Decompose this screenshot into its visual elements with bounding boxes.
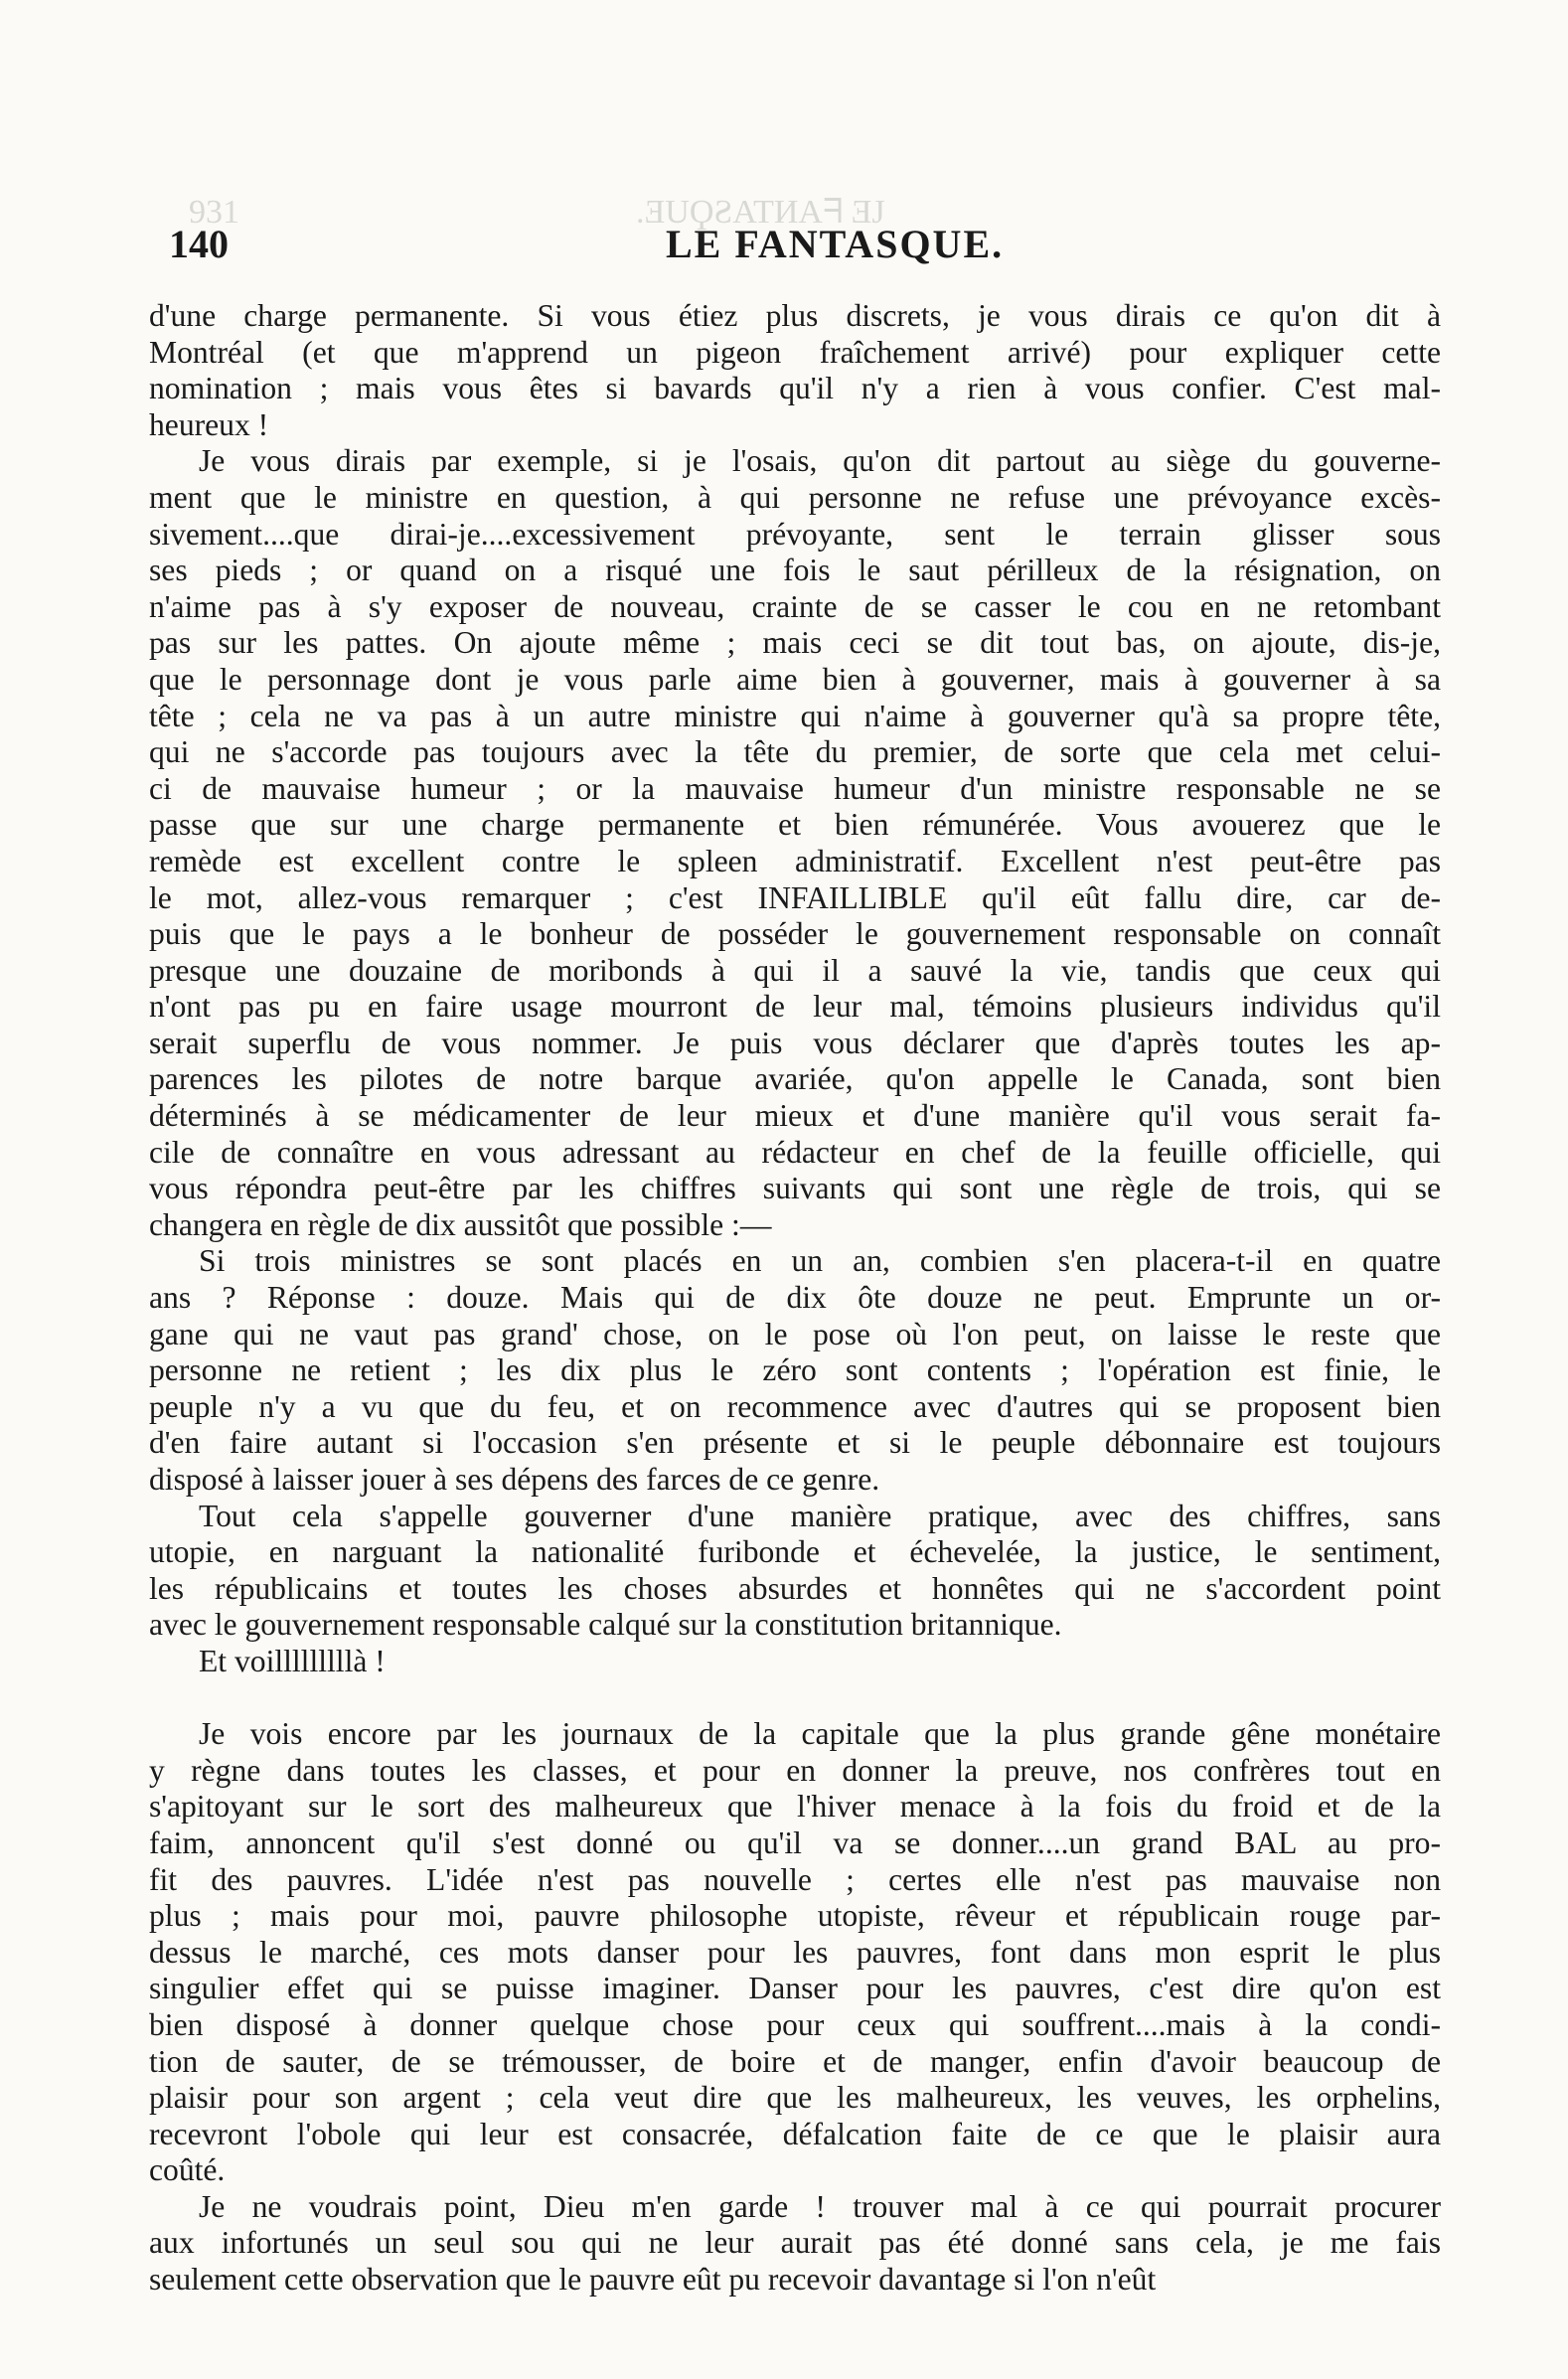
text-line: Et voilllllllllà ! — [199, 1643, 386, 1678]
text-line: passe que sur une charge permanente et bien rémunérée. Vous avouerez que le — [149, 807, 1441, 843]
text-line: s'apitoyant sur le sort des malheureux que l'hiver menace à la fois du froid et de la — [149, 1789, 1441, 1824]
text-line: Je ne voudrais point, Dieu m'en garde ! trouver mal à ce qui pourrait procurer — [199, 2188, 1441, 2224]
text-line: tête ; cela ne va pas à un autre ministre qui n'aime à gouverner qu'à sa propre tête, — [149, 698, 1441, 733]
text-line: ci de mauvaise humeur ; or la mauvaise humeur d'un ministre responsable ne se — [149, 770, 1441, 806]
text-line: d'une charge permanente. Si vous étiez plus discrets, je vous dirais ce qu'on dit à — [149, 298, 1441, 333]
text-line: puis que le pays a le bonheur de posséder le gouvernement responsable on connaît — [149, 916, 1441, 952]
text-line: bien disposé à donner quelque chose pour ceux qui souffrent....mais à la condi- — [149, 2006, 1441, 2042]
paragraph — [149, 1716, 1441, 2189]
text-line: les républicains et toutes les choses absurdes et honnêtes qui ne s'accordent point — [149, 1570, 1441, 1606]
paragraph — [149, 443, 1441, 1243]
text-line: seulement cette observation que le pauvre eût pu recevoir davantage si l'on n'eût — [149, 2262, 1157, 2298]
text-line: tion de sauter, de se trémousser, de boire et de manger, enfin d'avoir beaucoup de — [149, 2043, 1441, 2079]
text-line: le mot, allez-vous remarquer ; c'est INFAILLIBLE qu'il eût fallu dire, car de- — [149, 879, 1441, 915]
paragraph — [149, 2189, 1441, 2299]
text-line: plaisir pour son argent ; cela veut dire que les malheureux, les veuves, les orphelins, — [149, 2080, 1441, 2116]
page-number: 140 — [169, 222, 229, 266]
text-line: gane qui ne vaut pas grand' chose, on le pose où l'on peut, on laisse le reste que — [149, 1316, 1441, 1351]
text-line: n'aime pas à s'y exposer de nouveau, crainte de se casser le cou en ne retombant — [149, 588, 1441, 624]
text-line: presque une douzaine de moribonds à qui il a sauvé la vie, tandis que ceux qui — [149, 952, 1441, 988]
text-line: coûté. — [149, 2152, 226, 2188]
text-line: faim, annoncent qu'il s'est donné ou qu'il va se donner....un grand BAL au pro- — [149, 1824, 1441, 1860]
text-line: utopie, en narguant la nationalité furibonde et échevelée, la justice, le sentiment, — [149, 1534, 1441, 1570]
text-line: plus ; mais pour moi, pauvre philosophe utopiste, rêveur et républicain rouge par- — [149, 1898, 1441, 1934]
text-line: qui ne s'accorde pas toujours avec la tête du premier, de sorte que cela met celui- — [149, 734, 1441, 770]
body-text — [149, 298, 1441, 2299]
paragraph — [149, 1243, 1441, 1498]
text-line: déterminés à se médicamenter de leur mieux et d'une manière qu'il vous serait fa- — [149, 1098, 1441, 1134]
text-line: ans ? Réponse : douze. Mais qui de dix ôte douze ne peut. Emprunte un or- — [149, 1280, 1441, 1316]
text-line: Montréal (et que m'apprend un pigeon fraîchement arrivé) pour expliquer cette — [149, 334, 1441, 370]
text-line: n'ont pas pu en faire usage mourront de leur mal, témoins plusieurs individus qu'il — [149, 989, 1441, 1025]
text-line: changera en règle de dix aussitôt que possible :— — [149, 1206, 772, 1242]
text-line: Tout cela s'appelle gouverner d'une manière pratique, avec des chiffres, sans — [199, 1498, 1441, 1533]
page-header — [169, 221, 1431, 270]
text-line: y règne dans toutes les classes, et pour en donner la preuve, nos confrères tout en — [149, 1752, 1441, 1788]
text-line: cile de connaître en vous adressant au rédacteur en chef de la feuille officielle, qui — [149, 1134, 1441, 1170]
text-line: recevront l'obole qui leur est consacrée, défalcation faite de ce que le plaisir aura — [149, 2116, 1441, 2151]
text-line: nomination ; mais vous êtes si bavards qu'il n'y a rien à vous confier. C'est mal- — [149, 371, 1441, 406]
paragraph — [149, 1644, 1441, 1680]
text-line: remède est excellent contre le spleen administratif. Excellent n'est peut-être pas — [149, 843, 1441, 878]
text-line: aux infortunés un seul sou qui ne leur aurait pas été donné sans cela, je me fais — [149, 2225, 1441, 2261]
text-line: disposé à laisser jouer à ses dépens des farces de ce genre. — [149, 1462, 880, 1497]
text-line: pas sur les pattes. On ajoute même ; mais ceci se dit tout bas, on ajoute, dis-je, — [149, 625, 1441, 661]
text-line: serait superflu de vous nommer. Je puis vous déclarer que d'après toutes les ap- — [149, 1025, 1441, 1060]
paragraph — [149, 298, 1441, 443]
paragraph — [149, 1499, 1441, 1644]
text-line: peuple n'y a vu que du feu, et on recommence avec d'autres qui se proposent bien — [149, 1388, 1441, 1424]
text-line: singulier effet qui se puisse imaginer. Danser pour les pauvres, c'est dire qu'on est — [149, 1971, 1441, 2006]
text-line: fit des pauvres. L'idée n'est pas nouvelle ; certes elle n'est pas mauvaise non — [149, 1861, 1441, 1897]
text-line: ses pieds ; or quand on a risqué une fois le saut périlleux de la résignation, on — [149, 553, 1441, 588]
text-line: personne ne retient ; les dix plus le zéro sont contents ; l'opération est finie, le — [149, 1352, 1441, 1388]
paragraph-gap — [149, 1680, 1441, 1717]
text-line: sivement....que dirai-je....excessivement prévoyante, sent le terrain glisser sous — [149, 516, 1441, 552]
text-line: ment que le ministre en question, à qui personne ne refuse une prévoyance excès- — [149, 479, 1441, 515]
text-line: Je vois encore par les journaux de la capitale que la plus grande gêne monétaire — [199, 1716, 1441, 1752]
text-line: Je vous dirais par exemple, si je l'osais, qu'on dit partout au siège du gouverne- — [199, 443, 1441, 479]
running-title: LE FANTASQUE. — [666, 222, 1005, 266]
text-line: d'en faire autant si l'occasion s'en présente et si le peuple débonnaire est toujours — [149, 1425, 1441, 1461]
text-line: avec le gouvernement responsable calqué sur la constitution britannique. — [149, 1607, 1062, 1643]
bleed-through-mark: 931 — [189, 194, 239, 231]
text-line: Si trois ministres se sont placés en un an, combien s'en placera-t-il en quatre — [199, 1243, 1441, 1279]
text-line: heureux ! — [149, 406, 269, 442]
text-line: vous répondra peut-être par les chiffres suivants qui sont une règle de trois, qui se — [149, 1171, 1441, 1206]
text-line: que le personnage dont je vous parle aime bien à gouverner, mais à gouverner à sa — [149, 661, 1441, 697]
text-line: parences les pilotes de notre barque avariée, qu'on appelle le Canada, sont bien — [149, 1061, 1441, 1097]
text-line: dessus le marché, ces mots danser pour les pauvres, font dans mon esprit le plus — [149, 1934, 1441, 1970]
bleed-through-mark: .ƎUϘƧATИAᖷ ƎJ — [636, 194, 885, 231]
